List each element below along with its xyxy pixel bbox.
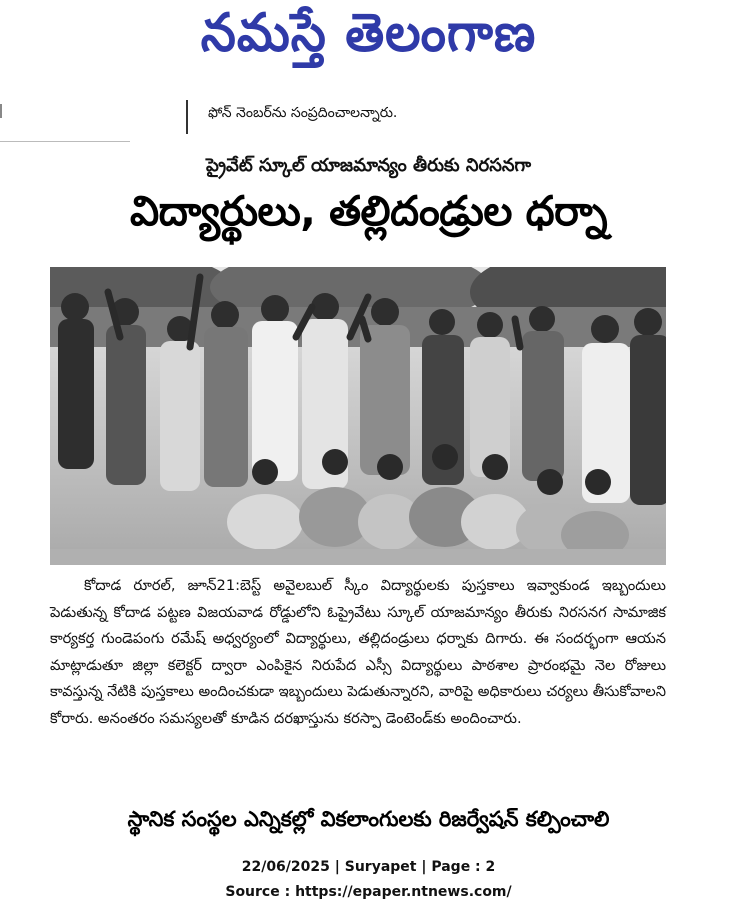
masthead <box>0 0 737 78</box>
next-article-headline: స్థానిక సంస్థల ఎన్నికల్లో వికలాంగులకు రిజర్వేషన్ కల్పించాలి <box>127 807 610 831</box>
article-headline: విద్యార్థులు, తల్లిదండ్రుల ధర్నా <box>129 187 608 235</box>
column-marker <box>0 104 2 118</box>
source-link[interactable]: Source : https://epaper.ntnews.com/ <box>225 884 512 900</box>
article-body: కోదాడ రూరల్, జూన్21:బెస్ట్ అవైలబుల్ స్కీం విద్యార్థులకు పుస్తకాలు ఇవ్వాకుండ ఇబ్బందులు పెడుతున్న కోదాడ పట్టణ విజయవాడ రోడ్డులోని ఓప్రైవేటు స్కూల్ యాజమాన్యం తీరుకు నిరసనగ సామాజిక కార్యకర్త గుండెపంగు రమేష్ అధ్వర్యంలో విద్యార్థులు, తల్లిదండ్రులు ధర్నాకు దిగారు. ఈ సందర్భంగా ఆయన మాట్లాడుతూ జిల్లా కలెక్టర్ ద్వారా ఎంపికైన నిరుపేద ఎస్సీ విద్యార్థులు పాఠశాల ప్రారంభమై నెల రోజులు కావస్తున్న నేటికి పుస్తకాలు అందించకుడా ఇబ్బందులు పెడుతున్నారని, వారిపై అధికారులు చర్యలు తీసుకోవాలని కోరారు. అనంతరం సమస్యలతో కూడిన దరఖాస్తును కరస్పా డెంటెండ్‌కు అందించారు. <box>50 577 666 727</box>
article-kicker: ప్రైవేట్ స్కూల్ యాజమాన్యం తీరుకు నిరసనగా <box>205 155 532 176</box>
edition-info: 22/06/2025 | Suryapet | Page : 2 <box>241 859 496 875</box>
column-rule <box>0 141 130 142</box>
previous-article-continuation: ఫోన్ నెంబర్‌ను సంప్రదించాలన్నారు. <box>186 100 397 134</box>
masthead-title: నమస్తే తెలంగాణ <box>200 1 537 63</box>
article-photo <box>50 267 666 565</box>
page-footer <box>0 855 737 905</box>
protest-photo-illustration <box>50 267 666 565</box>
